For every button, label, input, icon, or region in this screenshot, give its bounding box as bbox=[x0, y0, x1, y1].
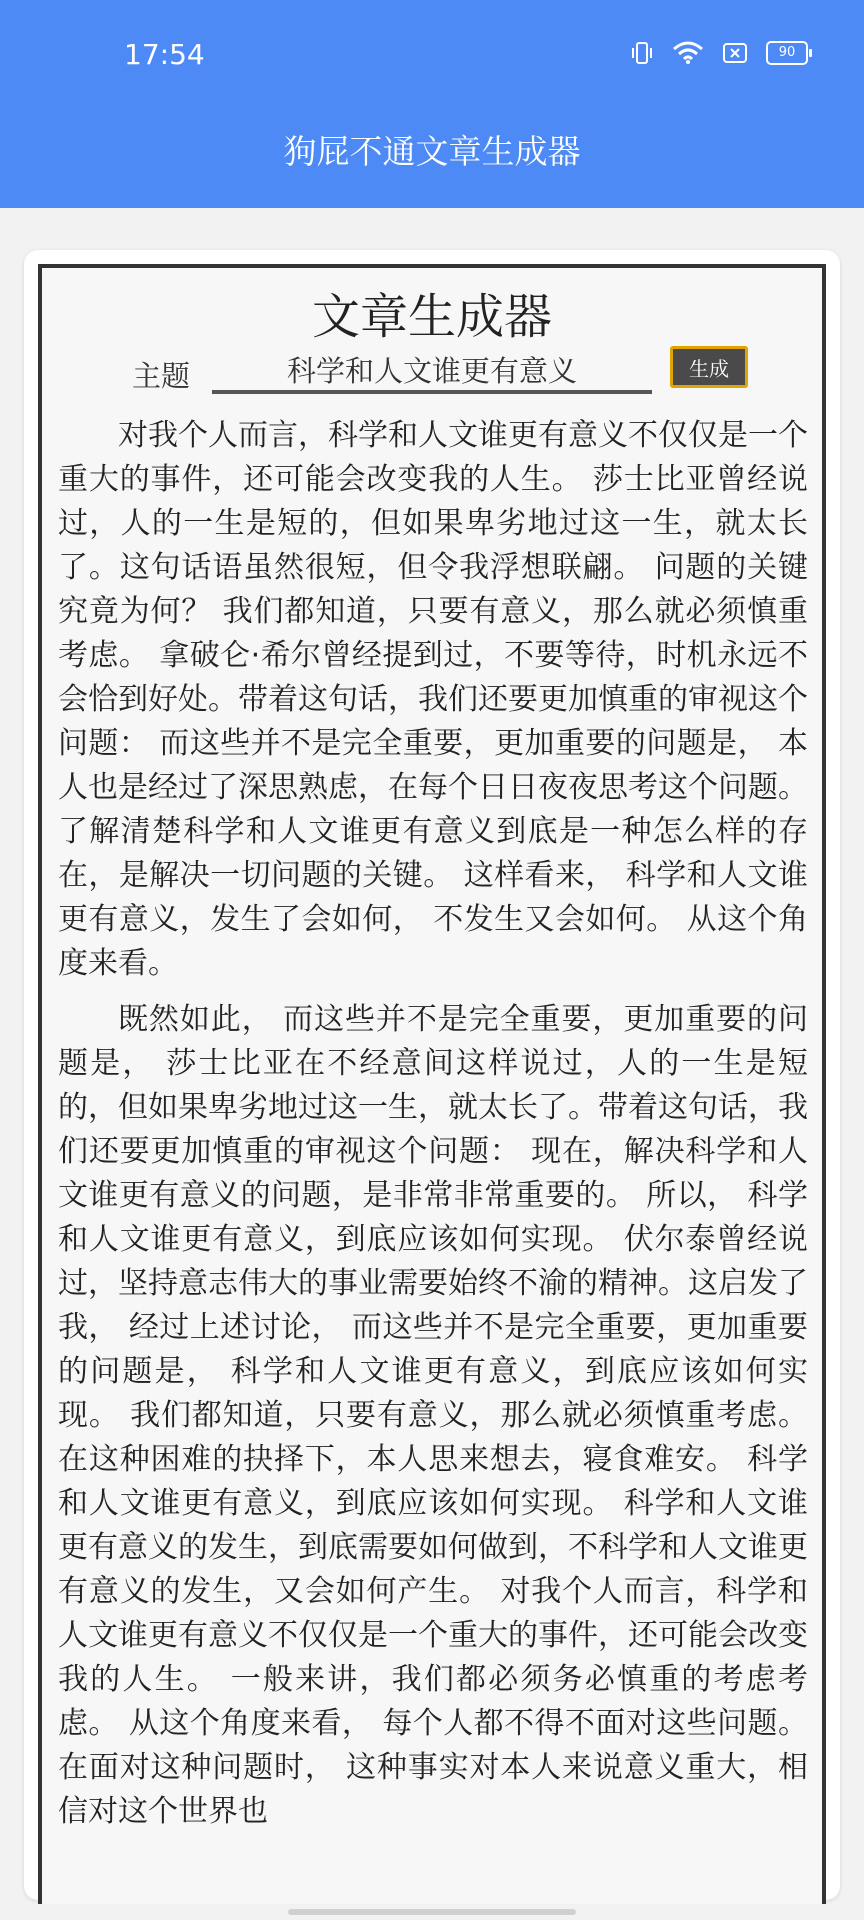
article-paragraph: 既然如此， 而这些并不是完全重要，更加重要的问题是， 莎士比亚在不经意间这样说过，人的一生是短的，但如果卑劣地过这一生，就太长了。带着这句话，我们还要更加慎重的审视这个问题： 现在，解决科学和人文谁更有意义的问题，是非常非常重要的。 所以， 科学和人文谁更有意义，到底应该如何实现。 伏尔泰曾经说过，坚持意志伟大的事业需要始终不渝的精神。这启发了我， 经过上述讨论， 而这些并不是完全重要，更加重要的问题是， 科学和人文谁更有意义，到底应该如何实现。 我们都知道，只要有意义，那么就必须慎重考虑。 在这种困难的抉择下，本人思来想去，寝食难安。 科学和人文谁更有意义，到底应该如何实现。 科学和人文谁更有意义的发生，到底需要如何做到，不科学和人文谁更有意义的发生，又会如何产生。 对我个人而言，科学和人文谁更有意义不仅仅是一个重大的事件，还可能会改变我的人生。 一般来讲，我们都必须务必慎重的考虑考虑。 从这个角度来看， 每个人都不得不面对这些问题。 在面对这种问题时， 这种事实对本人来说意义重大，相信对这个世界也 bbox=[58, 1002, 808, 1829]
sim-icon bbox=[722, 42, 748, 64]
generator-panel bbox=[38, 264, 826, 1904]
wifi-icon bbox=[672, 41, 704, 65]
vibrate-icon bbox=[630, 40, 654, 66]
battery-icon: 90 bbox=[766, 41, 808, 65]
topic-row bbox=[42, 348, 822, 398]
topic-label: 主题 bbox=[132, 359, 191, 393]
article-body bbox=[58, 414, 808, 1846]
article-paragraph: 对我个人而言，科学和人文谁更有意义不仅仅是一个重大的事件，还可能会改变我的人生。 莎士比亚曾经说过，人的一生是短的，但如果卑劣地过这一生，就太长了。这句话语虽然很短，但令我浮想联翩。 问题的关键究竟为何？ 我们都知道，只要有意义，那么就必须慎重考虑。 拿破仑·希尔曾经提到过，不要等待，时机永远不会恰到好处。带着这句话，我们还要更加慎重的审视这个问题： 而这些并不是完全重要，更加重要的问题是， 本人也是经过了深思熟虑，在每个日日夜夜思考这个问题。 了解清楚科学和人文谁更有意义到底是一种怎么样的存在，是解决一切问题的关键。 这样看来， 科学和人文谁更有意义，发生了会如何， 不发生又会如何。 从这个角度来看。 bbox=[58, 418, 808, 981]
generate-button[interactable]: 生成 bbox=[670, 346, 748, 388]
status-time: 17:54 bbox=[124, 38, 205, 71]
generator-title: 文章生成器 bbox=[311, 289, 552, 345]
topic-input[interactable] bbox=[212, 348, 652, 394]
home-indicator[interactable] bbox=[288, 1909, 576, 1915]
app-header bbox=[0, 0, 864, 208]
status-icons bbox=[630, 40, 808, 66]
app-title: 狗屁不通文章生成器 bbox=[283, 132, 581, 171]
generator-card bbox=[24, 250, 840, 1900]
